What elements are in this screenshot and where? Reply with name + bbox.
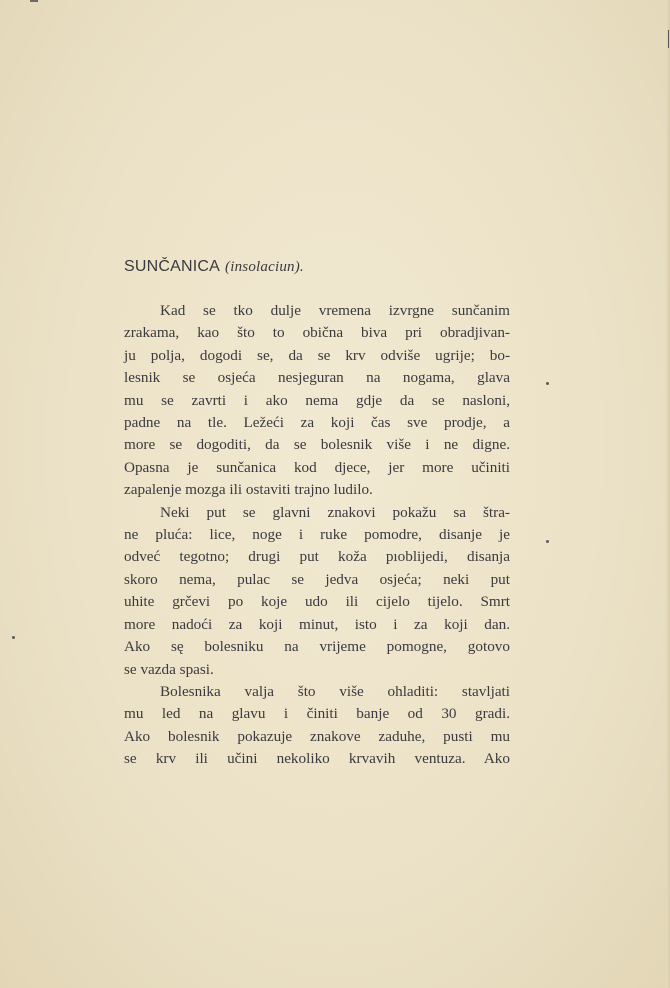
text-line: Bolesnika valja što više ohladiti: stavljati xyxy=(160,682,510,700)
text-line: Opasna je sunčanica kod djece, jer more učiniti xyxy=(124,458,510,476)
margin-speck xyxy=(546,540,549,543)
text-line: ne pluća: lice, noge i ruke pomodre, disanje je xyxy=(124,526,510,544)
text-line: Ako bolesnik pokazuje znakove zaduhe, pusti mu xyxy=(124,727,510,745)
text-line: zapalenje mozga ili ostaviti trajno ludilo. xyxy=(124,481,373,499)
body-text xyxy=(124,300,510,771)
text-line: mu led na glavu i činiti banje od 30 gradi. xyxy=(124,705,510,723)
text-line: padne na tle. Ležeći za koji čas sve prodje, a xyxy=(124,414,510,432)
scan-mark xyxy=(668,30,669,48)
text-line: ju polja, dogodi se, da se krv odviše ugrije; bo- xyxy=(124,346,510,364)
section-heading xyxy=(124,256,304,276)
text-line: se krv ili učini nekoliko krvavih ventuza. Ako xyxy=(124,750,510,768)
text-line: Ako sę bolesniku na vrijeme pomogne, gotovo xyxy=(124,638,510,656)
text-line: lesnik se osjeća nesjeguran na nogama, glava xyxy=(124,369,510,387)
text-line: odveć tegotno; drugi put koža pıoblijedi, disanja xyxy=(124,548,510,566)
text-line: more se dogoditi, da se bolesnik više i ne digne. xyxy=(124,436,510,454)
scan-mark xyxy=(30,0,38,2)
margin-speck xyxy=(12,636,15,639)
page-edge xyxy=(666,0,670,988)
text-line: Neki put se glavni znakovi pokažu sa štra- xyxy=(160,503,510,521)
text-line: skoro nema, pulac se jedva osjeća; neki put xyxy=(124,570,510,588)
text-line: zrakama, kao što to obična biva pri obradjivan- xyxy=(124,324,510,342)
text-line: uhite grčevi po koje udo ili cijelo tijelo. Smrt xyxy=(124,593,510,611)
text-line: se vazda spasi. xyxy=(124,660,214,678)
text-line: mu se zavrti i ako nema gdje da se nasloni, xyxy=(124,391,510,409)
text-line: more nadoći za koji minut, isto i za koji dan. xyxy=(124,615,510,633)
text-line: Kad se tko dulje vremena izvrgne sunčanim xyxy=(160,302,510,319)
heading-title: SUNČANICA xyxy=(124,258,221,275)
heading-subtitle: (insolaciun). xyxy=(225,259,304,275)
margin-speck xyxy=(546,382,549,385)
